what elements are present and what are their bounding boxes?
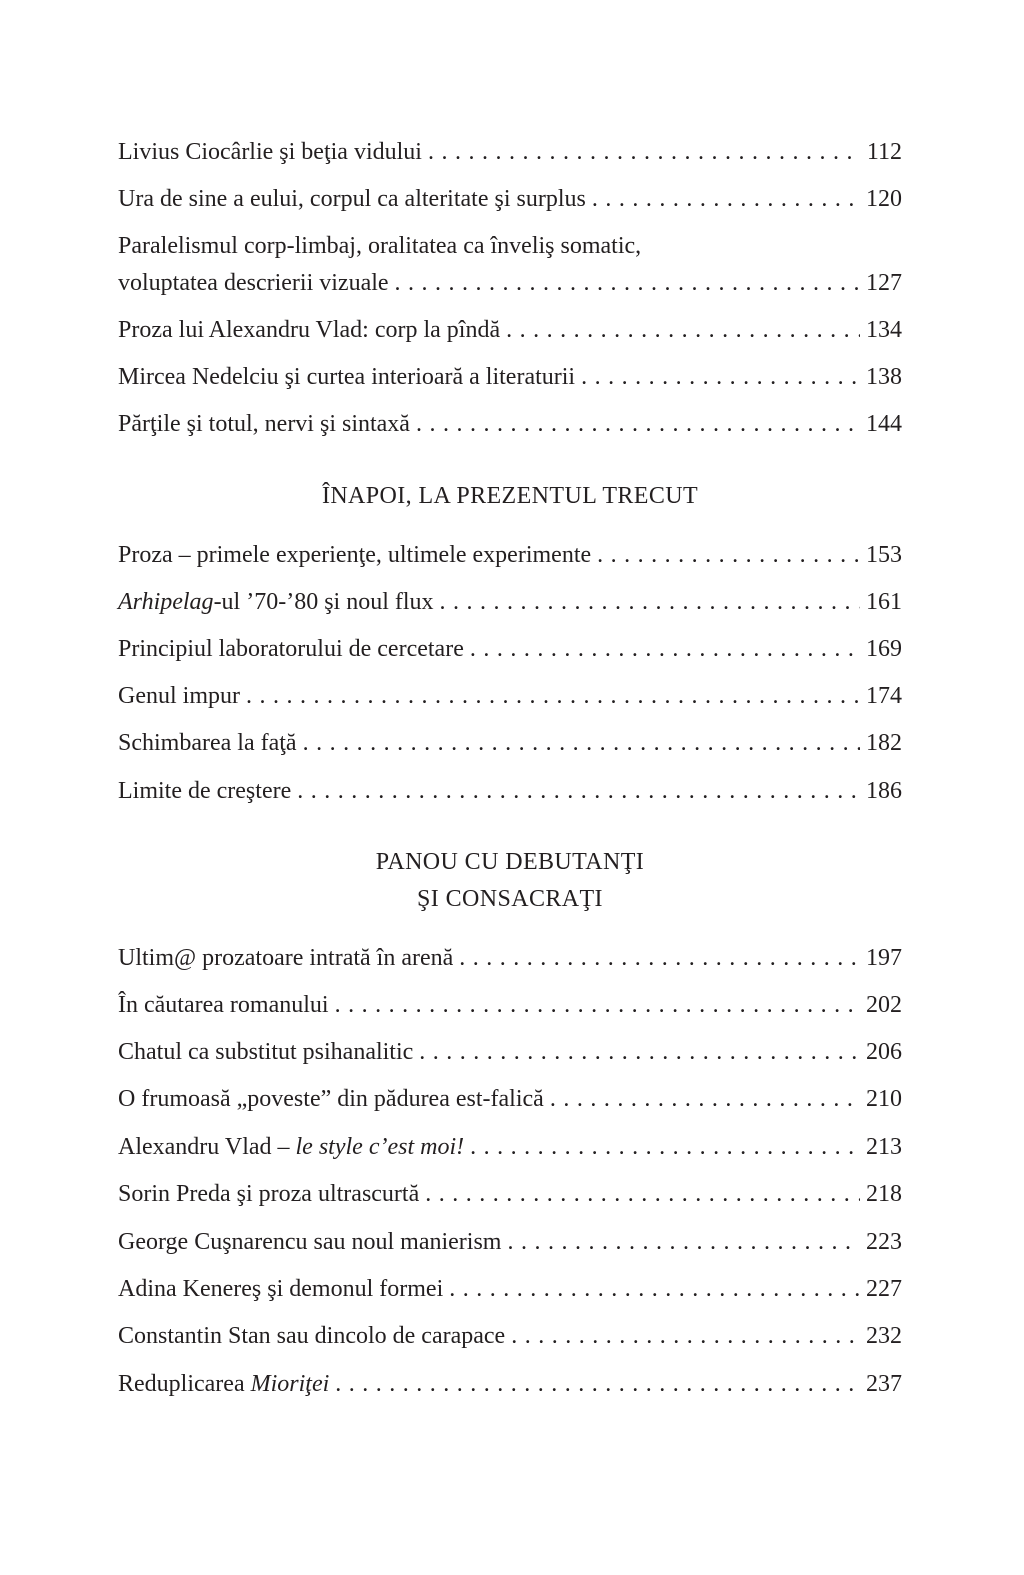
entry-title-plain: Alexandru Vlad –	[118, 1134, 296, 1160]
entry-title: voluptatea descrierii vizuale	[118, 270, 389, 296]
entry-page-number: 174	[866, 683, 902, 709]
dot-leader	[500, 312, 860, 348]
section-heading: ÎNAPOI, LA PREZENTUL TRECUT	[321, 483, 699, 509]
toc-entry	[118, 631, 902, 667]
entry-title: În căutarea romanului	[118, 992, 329, 1018]
toc-entry	[118, 725, 902, 761]
entry-title-italic: Mioriţei	[250, 1371, 330, 1397]
dot-leader	[575, 359, 860, 395]
dot-leader	[464, 631, 860, 667]
entry-page-number: 112	[866, 139, 902, 165]
entry-page-number: 202	[866, 992, 902, 1018]
dot-leader	[464, 1129, 860, 1165]
entry-page-number: 197	[866, 945, 902, 971]
entry-page-number: 169	[866, 636, 902, 662]
entry-page-number: 213	[866, 1134, 902, 1160]
toc-entry	[118, 773, 902, 809]
dot-leader	[413, 1034, 860, 1070]
entry-page-number: 232	[866, 1323, 902, 1349]
toc-entry	[118, 1366, 902, 1402]
toc-entry	[118, 940, 902, 976]
entry-page-number: 227	[866, 1276, 902, 1302]
dot-leader	[240, 678, 860, 714]
entry-page-number: 223	[866, 1229, 902, 1255]
toc-entry	[118, 537, 902, 573]
toc-entry	[118, 1081, 902, 1117]
entry-title: Constantin Stan sau dincolo de carapace	[118, 1323, 506, 1349]
dot-leader	[329, 1366, 860, 1402]
entry-page-number: 206	[866, 1039, 902, 1065]
toc-entry	[118, 312, 902, 348]
toc-entry	[118, 678, 902, 714]
entry-page-number: 134	[866, 317, 902, 343]
entry-title	[118, 1129, 464, 1165]
entry-page-number: 138	[866, 364, 902, 390]
entry-page-number: 153	[866, 542, 902, 568]
entry-page-number: 182	[866, 730, 902, 756]
toc-entry	[118, 1318, 902, 1354]
dot-leader	[291, 773, 860, 809]
entry-title: Mircea Nedelciu şi curtea interioară a literaturii	[118, 364, 576, 390]
entry-page-number: 161	[866, 589, 902, 615]
dot-leader	[410, 406, 860, 442]
entry-title: Proza – primele experienţe, ultimele experimente	[118, 542, 592, 568]
entry-title-rest: -ul ’70-’80 şi noul flux	[213, 589, 434, 615]
toc-entry	[118, 134, 902, 170]
entry-title: George Cuşnarencu sau noul manierism	[118, 1229, 502, 1255]
entry-title: Genul impur	[118, 683, 240, 709]
entry-page-number: 218	[866, 1181, 902, 1207]
entry-page-number: 186	[866, 778, 902, 804]
toc-entry	[118, 181, 902, 217]
entry-title: Limite de creştere	[118, 778, 292, 804]
entry-title-plain: Reduplicarea	[118, 1371, 251, 1397]
dot-leader	[434, 584, 860, 620]
entry-page-number: 144	[866, 411, 902, 437]
dot-leader	[422, 134, 860, 170]
dot-leader	[586, 181, 860, 217]
entry-title: Ura de sine a eului, corpul ca alteritate şi surplus	[118, 186, 586, 212]
dot-leader	[329, 987, 860, 1023]
entry-title: Adina Kenereş şi demonul formei	[118, 1276, 444, 1302]
entry-title-first-line: Paralelismul corp-limbaj, oralitatea ca înveliş somatic,	[118, 233, 642, 259]
dot-leader	[419, 1176, 860, 1212]
entry-title: Părţile şi totul, nervi şi sintaxă	[118, 411, 410, 437]
dot-leader	[501, 1224, 860, 1260]
toc-entry	[118, 265, 902, 301]
toc-entry	[118, 359, 902, 395]
entry-title: Proza lui Alexandru Vlad: corp la pîndă	[118, 317, 501, 343]
entry-title-italic: Arhipelag	[118, 589, 214, 615]
entry-title: Ultim@ prozatoare intrată în arenă	[118, 945, 454, 971]
entry-title-italic: le style c’est moi!	[295, 1134, 465, 1160]
entry-title	[118, 584, 434, 620]
dot-leader	[505, 1318, 860, 1354]
toc-entry	[118, 1176, 902, 1212]
dot-leader	[453, 940, 860, 976]
toc-entry	[118, 1271, 902, 1307]
section-heading-line1: PANOU CU DEBUTANŢI	[375, 849, 645, 875]
entry-title: Chatul ca substitut psihanalitic	[118, 1039, 414, 1065]
toc-entry	[118, 584, 902, 620]
dot-leader	[389, 265, 860, 301]
entry-title: Livius Ciocârlie şi beţia vidului	[118, 139, 422, 165]
entry-page-number: 210	[866, 1086, 902, 1112]
dot-leader	[443, 1271, 860, 1307]
dot-leader	[591, 537, 860, 573]
entry-title	[118, 1366, 329, 1402]
dot-leader	[297, 725, 860, 761]
toc-entry	[118, 1034, 902, 1070]
entry-page-number: 120	[866, 186, 902, 212]
entry-page-number: 127	[866, 270, 902, 296]
dot-leader	[544, 1081, 860, 1117]
toc-entry	[118, 406, 902, 442]
entry-title: Principiul laboratorului de cercetare	[118, 636, 464, 662]
entry-page-number: 237	[866, 1371, 902, 1397]
entry-title: O frumoasă „poveste” din pădurea est-falică	[118, 1086, 544, 1112]
section-heading-line2: ŞI CONSACRAŢI	[417, 886, 603, 912]
toc-entry	[118, 1129, 902, 1165]
entry-title: Sorin Preda şi proza ultrascurtă	[118, 1181, 420, 1207]
entry-title: Schimbarea la faţă	[118, 730, 297, 756]
toc-entry	[118, 987, 902, 1023]
toc-entry	[118, 1224, 902, 1260]
